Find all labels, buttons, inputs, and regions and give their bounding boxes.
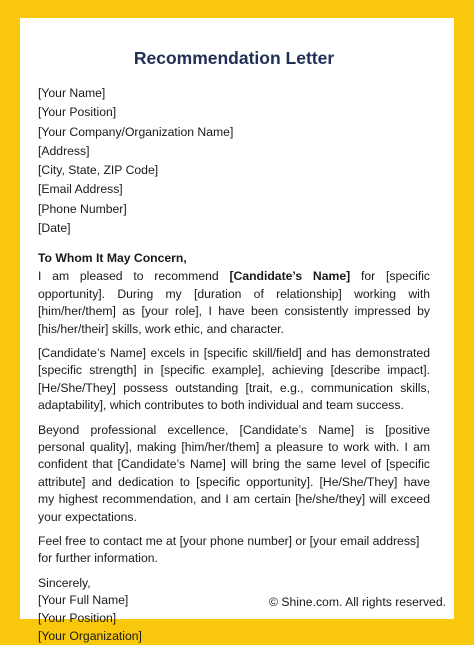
sender-phone: [Phone Number]	[38, 201, 127, 216]
para1-text-end: for [specific opportunity]. During my [duration of relationship] working with [him/her/them] as [your role], I have been consistently impressed by [his/her/their] skills, work ethic, and character.	[38, 269, 431, 336]
body-paragraph-4: Feel free to contact me at [your phone number] or [your email address] for further information.	[38, 534, 420, 566]
sender-email: [Email Address]	[38, 182, 123, 197]
sender-block	[38, 84, 430, 238]
letter-sheet	[20, 18, 454, 643]
closing-organization: [Your Organization]	[38, 628, 142, 643]
body-paragraph-1	[38, 268, 430, 338]
candidate-name-bold: [Candidate’s Name]	[229, 269, 351, 284]
copyright-footer: © Shine.com. All rights reserved.	[269, 595, 446, 609]
letter-date: [Date]	[38, 221, 71, 236]
sender-city-state-zip: [City, State, ZIP Code]	[38, 163, 159, 178]
sender-organization: [Your Company/Organization Name]	[38, 124, 234, 139]
salutation: To Whom It May Concern,	[38, 251, 187, 266]
closing-position: [Your Position]	[38, 611, 117, 626]
page-title: Recommendation Letter	[133, 48, 335, 68]
para1-text-start: I am pleased to recommend	[38, 269, 230, 284]
sender-position: [Your Position]	[38, 105, 117, 120]
sender-name: [Your Name]	[38, 86, 106, 100]
closing-sincerely: Sincerely,	[38, 575, 91, 590]
closing-full-name: [Your Full Name]	[38, 593, 129, 608]
closing-block	[38, 575, 430, 645]
body-paragraph-2: [Candidate’s Name] excels in [specific skill/field] and has demonstrated [specific strength] in [specific example], achieving [describe impact]. [He/She/They] possess outstanding [trait, e.g., communication skills, adaptability], which contributes to both individual and team success.	[38, 346, 430, 413]
body-paragraph-3: Beyond professional excellence, [Candidate’s Name] is [positive personal quality], making [him/her/them] a pleasure to work with. I am confident that [Candidate’s Name] will bring the same level of [specific attribute] and dedication to [specific opportunity]. [He/She/They] have my highest recommendation, and I am certain [he/she/they] will exceed your expectations.	[38, 422, 430, 524]
sender-address: [Address]	[38, 143, 90, 158]
